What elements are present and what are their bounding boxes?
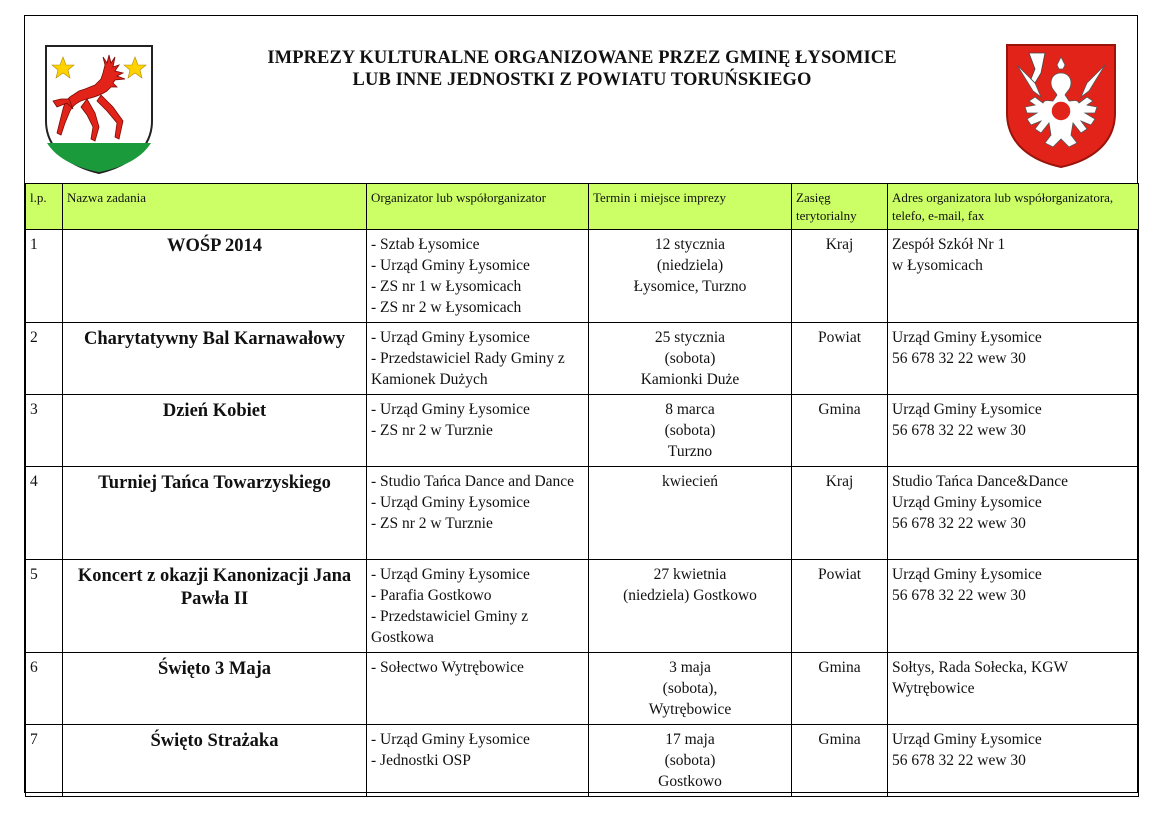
event-range: Powiat xyxy=(792,323,888,395)
organizer-line: - Przedstawiciel Gminy z Gostkowa xyxy=(371,608,529,646)
organizer-line: - Studio Tańca Dance and Dance xyxy=(371,473,575,490)
organizer-line: - Urząd Gminy Łysomice xyxy=(371,257,530,274)
table-row xyxy=(26,467,1139,560)
date-line: (niedziela) Gostkowo xyxy=(623,587,757,604)
organizer-line: - ZS nr 2 w Łysomicach xyxy=(371,299,522,316)
address-line: Zespół Szkół Nr 1 xyxy=(892,236,1006,253)
event-range: Kraj xyxy=(792,467,888,560)
table-header-row xyxy=(26,184,1139,230)
row-lp: 5 xyxy=(26,560,63,653)
organizer-line: - Urząd Gminy Łysomice xyxy=(371,401,530,418)
table-row xyxy=(26,653,1139,725)
organizer-line: - ZS nr 2 w Turznie xyxy=(371,422,493,439)
document-frame xyxy=(24,15,1138,793)
event-date-place xyxy=(589,395,792,467)
address-line: Urząd Gminy Łysomice xyxy=(892,731,1042,748)
organizer-line: - ZS nr 1 w Łysomicach xyxy=(371,278,522,295)
event-name: Charytatywny Bal Karnawałowy xyxy=(63,323,367,395)
event-organizers xyxy=(367,395,589,467)
date-line: 12 stycznia xyxy=(654,236,726,253)
address-line: Urząd Gminy Łysomice xyxy=(892,329,1042,346)
document-header xyxy=(25,16,1137,184)
event-address xyxy=(888,725,1139,797)
organizer-line: - Urząd Gminy Łysomice xyxy=(371,329,530,346)
organizer-line: - Sztab Łysomice xyxy=(371,236,480,253)
date-line: kwiecień xyxy=(662,473,718,490)
header-date-place: Termin i miejsce imprezy xyxy=(589,184,792,230)
address-line: Urząd Gminy Łysomice xyxy=(892,566,1042,583)
event-range: Gmina xyxy=(792,653,888,725)
date-line: Łysomice, Turzno xyxy=(633,278,747,295)
date-line: 3 maja xyxy=(669,659,711,676)
date-line: Wytrębowice xyxy=(648,701,732,718)
organizer-line: - Urząd Gminy Łysomice xyxy=(371,566,530,583)
header-address: Adres organizatora lub współorganizatora, telefo, e-mail, fax xyxy=(888,184,1139,230)
address-line: 56 678 32 22 wew 30 xyxy=(892,587,1026,604)
date-line: Kamionki Duże xyxy=(640,371,740,388)
event-name: Turniej Tańca Towarzyskiego xyxy=(63,467,367,560)
event-date-place xyxy=(589,467,792,560)
organizer-line: - Urząd Gminy Łysomice xyxy=(371,731,530,748)
address-line: Studio Tańca Dance&Dance xyxy=(892,473,1068,490)
event-date-place xyxy=(589,653,792,725)
date-line: (sobota) xyxy=(664,350,716,367)
row-lp: 2 xyxy=(26,323,63,395)
event-organizers xyxy=(367,653,589,725)
deer-coat-of-arms-icon xyxy=(43,43,155,175)
table-row xyxy=(26,230,1139,323)
event-name: Koncert z okazji Kanonizacji Jana Pawła II xyxy=(63,560,367,653)
event-address xyxy=(888,230,1139,323)
eagle-coat-of-arms-icon xyxy=(1005,43,1117,169)
header-range: Zasięg terytorialny xyxy=(792,184,888,230)
row-lp: 1 xyxy=(26,230,63,323)
address-line: Urząd Gminy Łysomice xyxy=(892,494,1042,511)
event-range: Gmina xyxy=(792,725,888,797)
date-line: 17 maja xyxy=(665,731,715,748)
event-name: WOŚP 2014 xyxy=(63,230,367,323)
organizer-line: - Parafia Gostkowo xyxy=(371,587,492,604)
header-organizer: Organizator lub współorganizator xyxy=(367,184,589,230)
organizer-line: - ZS nr 2 w Turznie xyxy=(371,515,493,532)
event-organizers xyxy=(367,230,589,323)
table-row xyxy=(26,395,1139,467)
event-organizers xyxy=(367,467,589,560)
date-line: Gostkowo xyxy=(658,773,722,790)
table-row xyxy=(26,725,1139,797)
row-lp: 6 xyxy=(26,653,63,725)
header-name: Nazwa zadania xyxy=(63,184,367,230)
date-line: (sobota), xyxy=(662,680,718,697)
event-range: Gmina xyxy=(792,395,888,467)
event-date-place xyxy=(589,560,792,653)
table-row xyxy=(26,560,1139,653)
date-line: 25 stycznia xyxy=(654,329,726,346)
event-name: Święto 3 Maja xyxy=(63,653,367,725)
address-line: Urząd Gminy Łysomice xyxy=(892,401,1042,418)
title-line-2: LUB INNE JEDNOSTKI Z POWIATU TORUŃSKIEGO xyxy=(352,70,812,90)
event-address xyxy=(888,467,1139,560)
address-line: w Łysomicach xyxy=(892,257,983,274)
table-row xyxy=(26,323,1139,395)
address-line: Sołtys, Rada Sołecka, KGW Wytrębowice xyxy=(892,659,1068,697)
address-line: 56 678 32 22 wew 30 xyxy=(892,350,1026,367)
organizer-line: - Urząd Gminy Łysomice xyxy=(371,494,530,511)
organizer-line: - Jednostki OSP xyxy=(371,752,471,769)
date-line: 27 kwietnia xyxy=(653,566,727,583)
header-lp: l.p. xyxy=(26,184,63,230)
event-address xyxy=(888,560,1139,653)
event-organizers xyxy=(367,725,589,797)
address-line: 56 678 32 22 wew 30 xyxy=(892,752,1026,769)
event-address xyxy=(888,653,1139,725)
event-name: Święto Strażaka xyxy=(63,725,367,797)
date-line: (sobota) xyxy=(664,422,716,439)
event-organizers xyxy=(367,323,589,395)
event-range: Powiat xyxy=(792,560,888,653)
date-line: 8 marca xyxy=(665,401,715,418)
event-date-place xyxy=(589,230,792,323)
events-table xyxy=(25,183,1139,797)
document-title xyxy=(175,47,989,91)
event-name: Dzień Kobiet xyxy=(63,395,367,467)
address-line: 56 678 32 22 wew 30 xyxy=(892,422,1026,439)
event-date-place xyxy=(589,725,792,797)
event-address xyxy=(888,395,1139,467)
address-line: 56 678 32 22 wew 30 xyxy=(892,515,1026,532)
event-range: Kraj xyxy=(792,230,888,323)
title-line-1: IMPREZY KULTURALNE ORGANIZOWANE PRZEZ GMINĘ ŁYSOMICE xyxy=(267,48,897,68)
row-lp: 4 xyxy=(26,467,63,560)
date-line: (niedziela) xyxy=(656,257,724,274)
date-line: (sobota) xyxy=(664,752,716,769)
event-organizers xyxy=(367,560,589,653)
row-lp: 3 xyxy=(26,395,63,467)
organizer-line: - Sołectwo Wytrębowice xyxy=(371,659,524,676)
row-lp: 7 xyxy=(26,725,63,797)
event-date-place xyxy=(589,323,792,395)
organizer-line: - Przedstawiciel Rady Gminy z Kamionek Dużych xyxy=(371,350,565,388)
event-address xyxy=(888,323,1139,395)
date-line: Turzno xyxy=(667,443,713,460)
